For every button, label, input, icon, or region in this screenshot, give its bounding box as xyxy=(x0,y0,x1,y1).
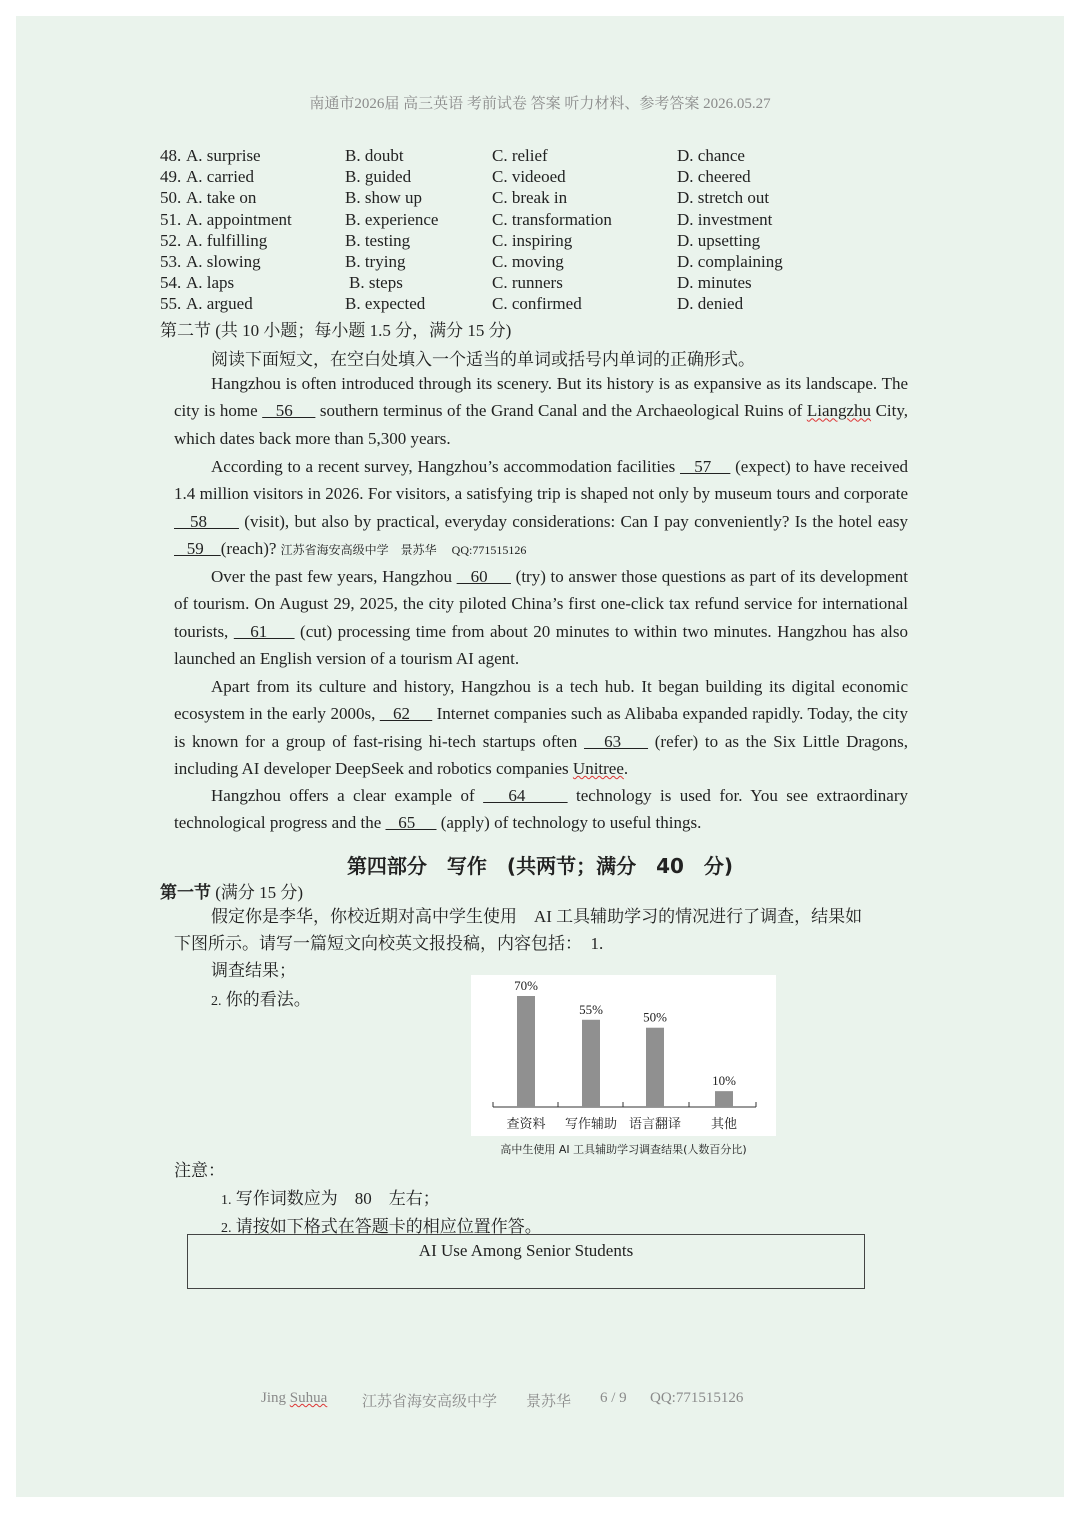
option-row xyxy=(0,273,1080,294)
option-row xyxy=(0,167,1080,188)
option-a[interactable]: A. surprise xyxy=(186,146,261,165)
passage-paragraph-5: Hangzhou offers a clear example of 64 technology is used for. You see extraordinary technological progress and the 65 (apply) of technology to useful things. xyxy=(174,786,909,833)
bar-2 xyxy=(582,1020,600,1107)
data-label: 70% xyxy=(514,978,538,993)
option-row xyxy=(0,252,1080,273)
word-liangzhu: Liangzhu xyxy=(806,401,872,421)
option-row xyxy=(0,210,1080,231)
passage-paragraph-1: Hangzhou is often introduced through its scenery. But its history is as expansive as its landscape. The city is home 56 southern terminus of the Grand Canal and the Archaeological Ruins of Liangzhu City, which dates back more than 5,300 years. xyxy=(174,374,909,448)
option-row xyxy=(0,146,1080,167)
option-d[interactable]: D. upsetting xyxy=(677,230,761,250)
option-c[interactable]: C. inspiring xyxy=(492,230,573,250)
option-c[interactable]: C. transformation xyxy=(492,209,612,229)
option-row xyxy=(0,231,1080,252)
option-c[interactable]: C. runners xyxy=(492,273,563,293)
option-d[interactable]: D. chance xyxy=(677,146,745,165)
answer-format-box xyxy=(187,1234,865,1289)
data-label: 55% xyxy=(579,1001,603,1017)
writing-prompt-line-1: 假定你是李华，你校近期对高中学生使用 AI 工具辅助学习的情况进行了调查，结果如 xyxy=(211,907,863,926)
watermark-note: 江苏省海安高级中学 景苏华 QQ:771515126 xyxy=(280,543,527,558)
option-row xyxy=(0,294,1080,315)
bar-chart xyxy=(471,975,776,1136)
option-d[interactable]: D. stretch out xyxy=(677,188,770,208)
blank-64[interactable]: 64 xyxy=(483,786,568,805)
footer-school: 江苏省海安高级中学 xyxy=(362,1394,498,1410)
question-number: 48. xyxy=(160,146,182,165)
option-d[interactable]: D. cheered xyxy=(677,167,751,187)
question-number: 51. xyxy=(160,209,182,229)
writing-item-1: 调查结果； xyxy=(211,961,296,980)
category-label: 语言翻译 xyxy=(628,1117,682,1132)
question-number: 53. xyxy=(160,252,182,271)
notes-label: 注意： xyxy=(174,1161,225,1180)
option-c[interactable]: C. moving xyxy=(492,252,564,271)
option-a[interactable]: A. appointment xyxy=(186,209,292,229)
bar-1 xyxy=(517,996,535,1107)
answer-box-title: AI Use Among Senior Students xyxy=(418,1241,634,1260)
option-a[interactable]: A. laps xyxy=(186,273,235,293)
footer-author: Jing Suhua xyxy=(261,1390,328,1406)
part-4-subsection: 第一节 (满分 15 分) xyxy=(160,883,304,903)
data-label: 10% xyxy=(712,1073,736,1089)
passage-paragraph-4: Apart from its culture and history, Hangzhou is a tech hub. It began building its digital economic ecosystem in the early 2000s, 62 Internet companies such as Alibaba expanded rapidly. Today, the city is known for a group of fast-rising hi-tech startups often 63 (refer) to as the Six Little Dragons, including AI developer DeepSeek and robotics companies Unitree. xyxy=(174,677,909,779)
part-4-title: 第四部分 写作 (共两节；满分 40 分) xyxy=(346,854,734,878)
option-a[interactable]: A. carried xyxy=(186,167,254,187)
data-label: 50% xyxy=(643,1009,667,1025)
passage-paragraph-3: Over the past few years, Hangzhou 60 (try) to answer those questions as part of its development of tourism. On August 29, 2025, the city piloted China’s first one-click tax refund service for international tourists, 61 (cut) processing time from about 20 minutes to within two minutes. Hangzhou has also launched an English version of a tourism AI agent. xyxy=(174,567,909,669)
option-d[interactable]: D. complaining xyxy=(677,252,783,271)
section-2-title: 第二节 (共 10 小题；每小题 1.5 分，满分 15 分) xyxy=(160,321,512,340)
option-c[interactable]: C. videoed xyxy=(492,167,566,187)
category-label: 其他 xyxy=(710,1117,738,1132)
blank-58[interactable]: 58 xyxy=(174,511,239,531)
note-2: 2. 请按如下格式在答题卡的相应位置作答。 xyxy=(221,1217,542,1236)
option-c[interactable]: C. relief xyxy=(492,146,548,165)
blank-65[interactable]: 65 xyxy=(385,813,437,833)
option-b[interactable]: B. testing xyxy=(345,230,411,250)
footer-qq: QQ:771515126 xyxy=(650,1390,744,1406)
question-number: 52. xyxy=(160,230,182,250)
chart-title: 高中生使用 AI 工具辅助学习调查结果(人数百分比) xyxy=(500,1143,747,1156)
option-b[interactable]: B. trying xyxy=(345,252,406,271)
option-b[interactable]: B. doubt xyxy=(345,146,404,165)
section-2-instruction: 阅读下面短文，在空白处填入一个适当的单词或括号内单词的正确形式。 xyxy=(211,350,755,369)
category-label: 写作辅助 xyxy=(564,1117,618,1132)
blank-57[interactable]: 57 xyxy=(679,457,731,476)
option-a[interactable]: A. argued xyxy=(186,294,253,314)
option-a[interactable]: A. slowing xyxy=(186,252,261,271)
bar-3 xyxy=(646,1028,664,1107)
blank-63[interactable]: 63 xyxy=(583,731,649,751)
option-d[interactable]: D. minutes xyxy=(677,273,752,293)
word-unitree: Unitree xyxy=(572,759,624,779)
blank-62[interactable]: 62 xyxy=(379,704,433,724)
blank-61[interactable]: 61 xyxy=(233,621,295,641)
option-d[interactable]: D. investment xyxy=(677,209,773,229)
bar-chart-svg xyxy=(471,975,776,1136)
option-b[interactable]: B. show up xyxy=(345,188,422,208)
writing-item-2: 2. 你的看法。 xyxy=(211,990,311,1009)
question-number: 50. xyxy=(160,188,182,208)
option-c[interactable]: C. confirmed xyxy=(492,294,582,314)
option-d[interactable]: D. denied xyxy=(677,294,744,314)
category-label: 查资料 xyxy=(506,1117,546,1132)
blank-59[interactable]: 59 xyxy=(174,539,221,559)
option-b[interactable]: B. experience xyxy=(345,209,439,229)
option-b[interactable]: B. steps xyxy=(349,273,403,293)
question-number: 55. xyxy=(160,294,182,314)
writing-prompt-line-2: 下图所示。请写一篇短文向校英文报投稿，内容包括： 1. xyxy=(174,934,604,953)
bar-4 xyxy=(715,1091,733,1107)
blank-56[interactable]: 56 xyxy=(262,401,316,421)
option-b[interactable]: B. expected xyxy=(345,294,426,314)
option-a[interactable]: A. fulfilling xyxy=(186,230,268,250)
option-c[interactable]: C. break in xyxy=(492,188,568,208)
option-row xyxy=(0,188,1080,209)
page-header: 南通市2026届 高三英语 考前试卷 答案 听力材料、参考答案 2026.05.27 xyxy=(309,96,771,112)
footer-person: 景苏华 xyxy=(526,1394,572,1410)
option-b[interactable]: B. guided xyxy=(345,167,412,187)
note-1: 1. 写作词数应为 80 左右； xyxy=(221,1189,440,1208)
blank-60[interactable]: 60 xyxy=(456,567,511,586)
question-number: 54. xyxy=(160,273,182,293)
option-a[interactable]: A. take on xyxy=(186,188,257,208)
footer-page-number: 6 / 9 xyxy=(600,1390,627,1406)
question-number: 49. xyxy=(160,167,182,187)
passage-paragraph-2: According to a recent survey, Hangzhou’s accommodation facilities 57 (expect) to have received 1.4 million visitors in 2026. For visitors, a satisfying trip is shaped not only by museum tours and corporate 58 (visit), but also by practical, everyday considerations: Can I pay conveniently? Is the hotel easy 59 (reach)? 江苏省海安高级中学 景苏华 QQ:771515126 xyxy=(174,457,909,559)
